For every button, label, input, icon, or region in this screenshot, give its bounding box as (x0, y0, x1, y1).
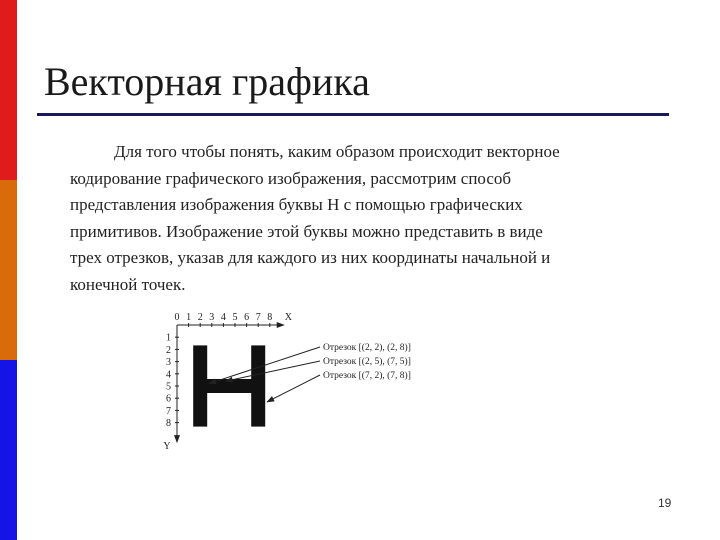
y-tick-label: 1 (166, 332, 171, 344)
x-tick-label: 0 (174, 312, 180, 323)
segment-stroke (251, 345, 265, 426)
paragraph-line: кодирование графического изображения, рассмотрим способ (70, 168, 512, 188)
y-tick-label: 6 (166, 393, 171, 405)
y-tick-label: 7 (166, 405, 171, 417)
left-stripe-red (0, 0, 17, 180)
left-stripe-blue (0, 360, 17, 540)
segment-label: Отрезок [(2, 2), (2, 8)] (323, 343, 411, 353)
x-tick-label: 7 (255, 312, 261, 323)
y-tick-label: 8 (166, 418, 171, 430)
slide-title: Векторная графика (44, 59, 370, 104)
x-tick-label: 4 (220, 312, 226, 323)
segment-stroke (200, 379, 258, 393)
coordinate-diagram (155, 305, 455, 475)
segment-arrow (267, 375, 320, 402)
y-tick-label: 4 (166, 369, 171, 381)
y-tick-label: 5 (166, 381, 171, 393)
left-stripe-orange (0, 180, 17, 360)
x-tick-label: 2 (197, 312, 203, 323)
body-paragraph (70, 139, 670, 298)
x-tick-label: 1 (186, 312, 192, 323)
y-tick-label: 2 (166, 344, 171, 356)
paragraph-line: примитивов. Изображение этой буквы можно представить в виде (70, 221, 543, 241)
x-tick-label: 3 (209, 312, 215, 323)
x-tick-label: 6 (244, 312, 250, 323)
paragraph-line: конечной точек. (70, 274, 186, 294)
y-tick-label: 3 (166, 357, 171, 369)
paragraph-line: представления изображения буквы Н с помощью графических (70, 195, 523, 214)
segment-label: Отрезок [(7, 2), (7, 8)] (323, 371, 411, 381)
x-axis-label: X (284, 312, 292, 323)
paragraph-line: трех отрезков, указав для каждого из них координаты начальной и (70, 248, 551, 267)
paragraph-line: Для того чтобы понять, каким образом происходит векторное (114, 142, 560, 161)
title-underline (37, 113, 669, 116)
x-tick-label: 5 (232, 312, 238, 323)
page-number: 19 (658, 496, 672, 510)
segment-arrow (226, 361, 320, 381)
y-axis-label: Y (163, 440, 171, 452)
letter-h-figure (155, 305, 455, 475)
x-tick-label: 8 (267, 312, 273, 323)
segment-label: Отрезок [(2, 5), (7, 5)] (323, 357, 411, 367)
